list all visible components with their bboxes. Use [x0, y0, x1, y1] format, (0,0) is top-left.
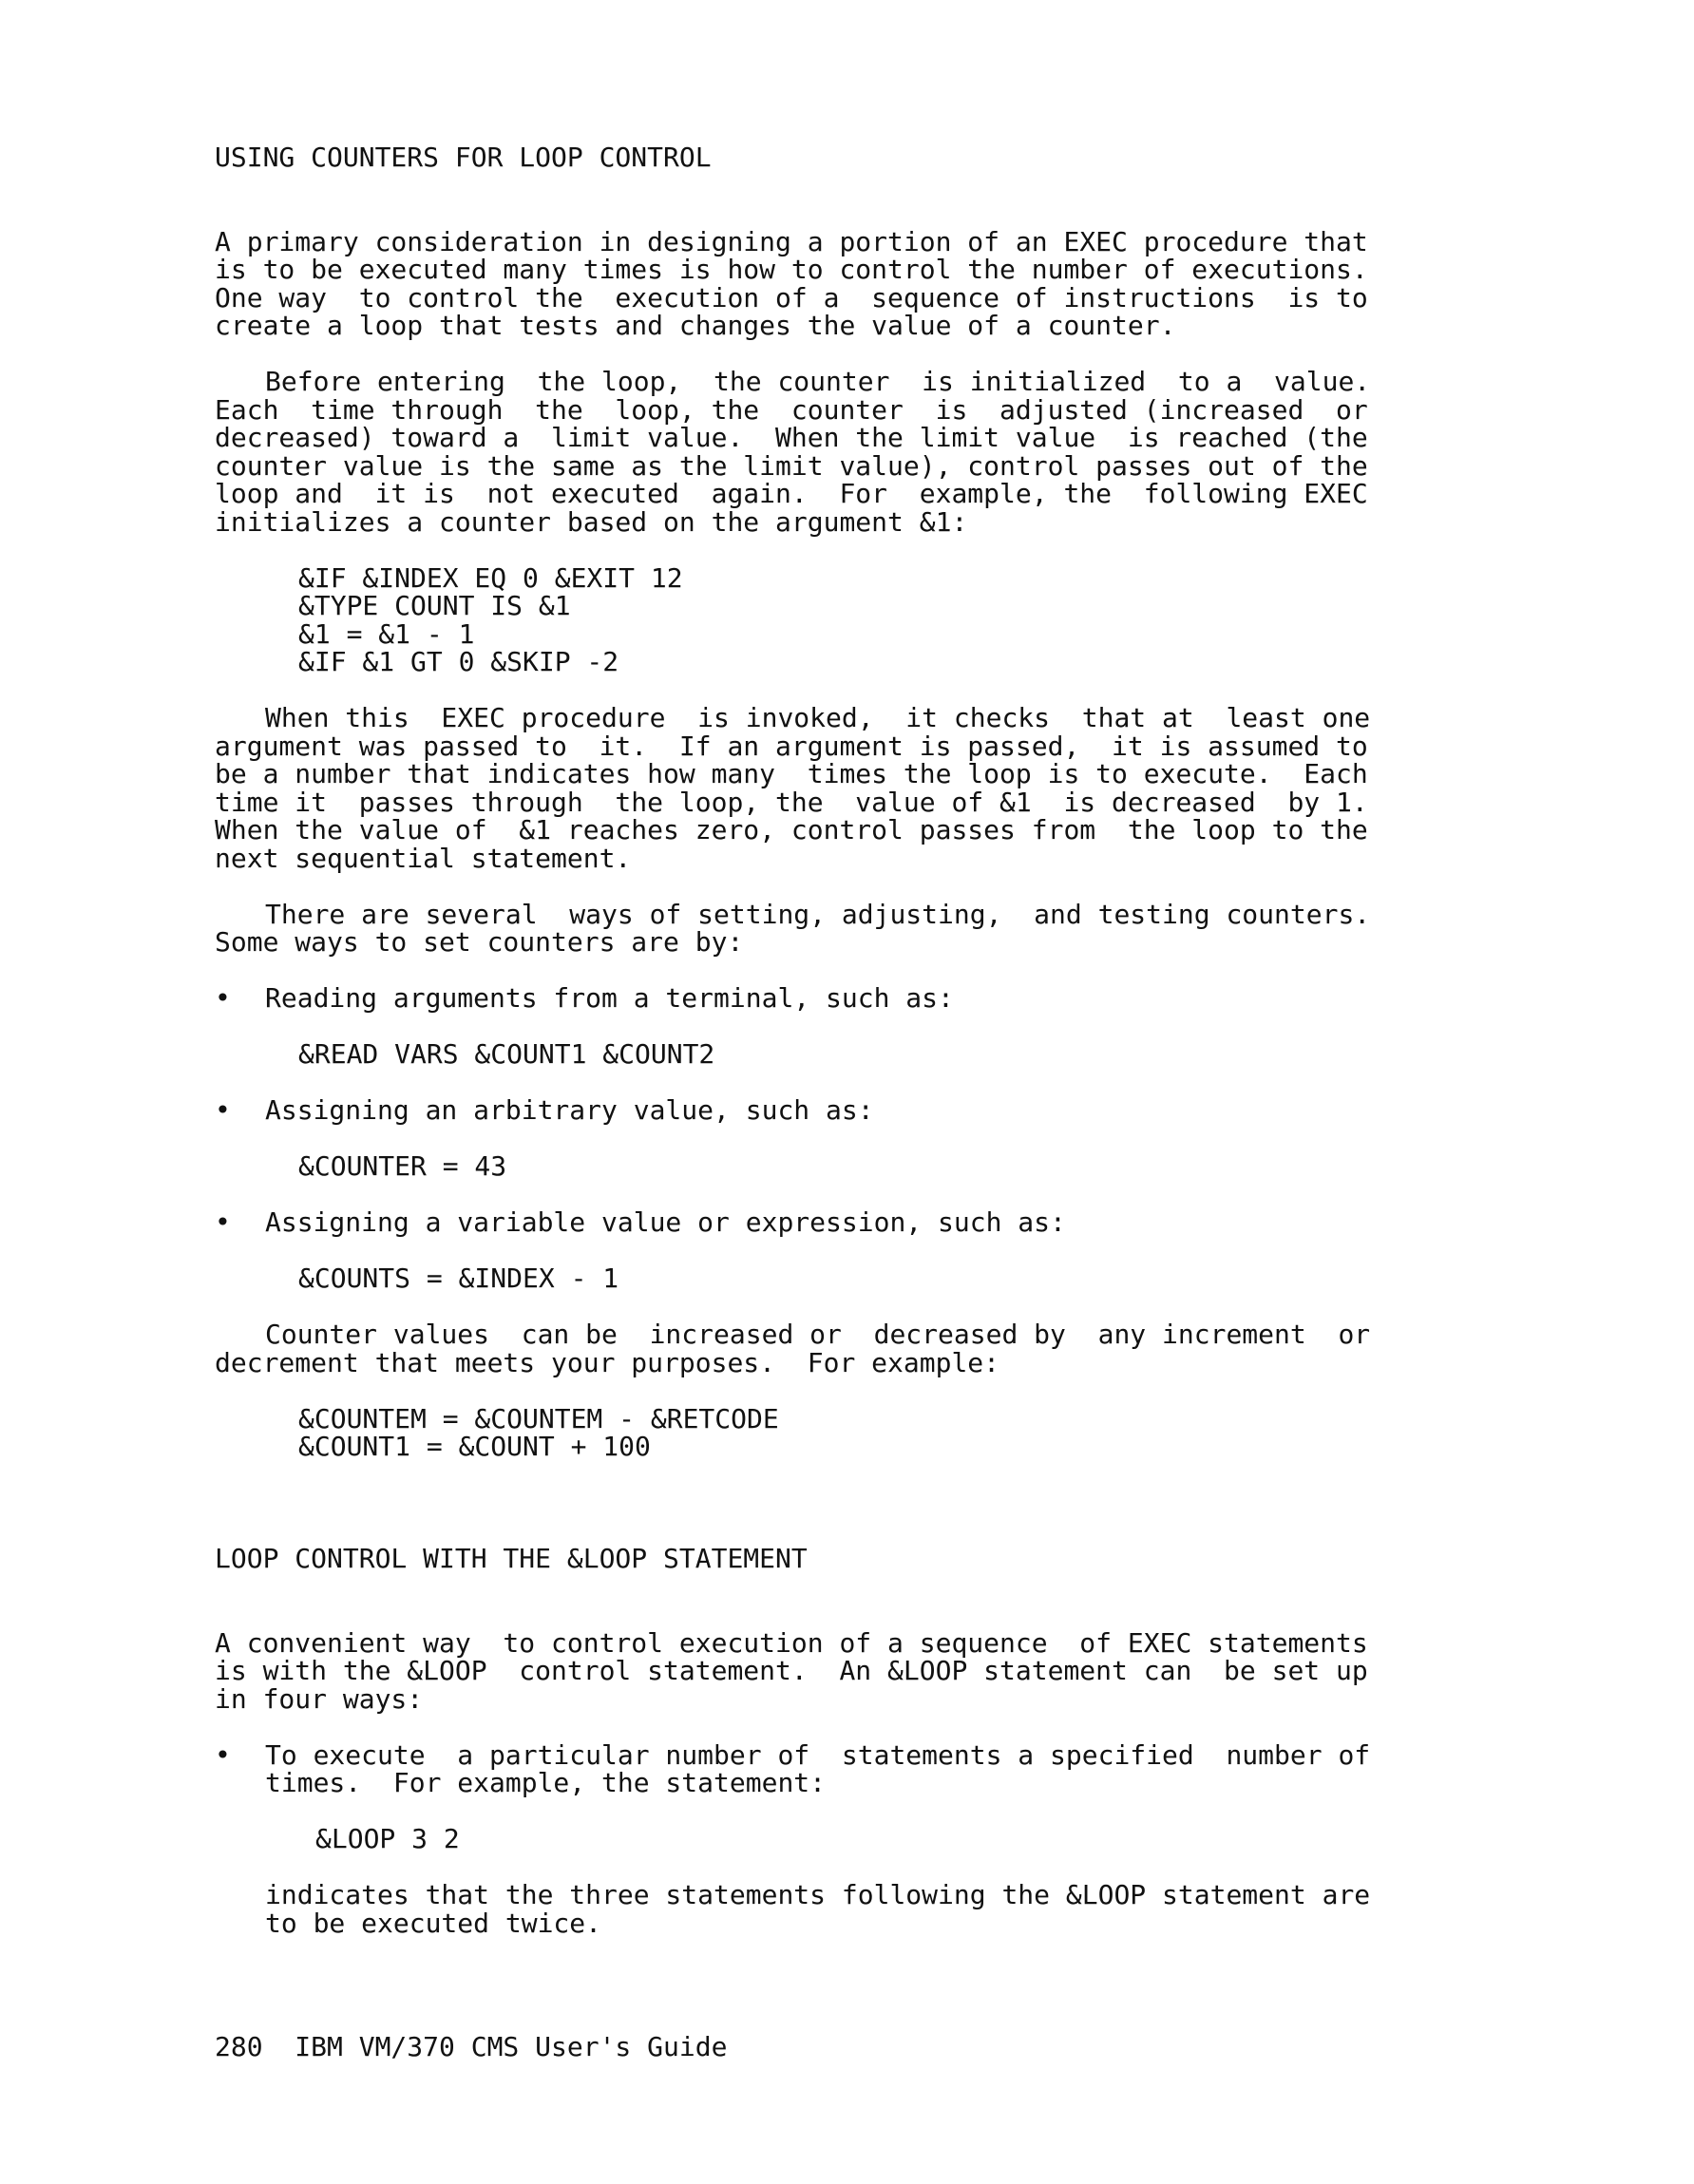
- list-item-text: Assigning an arbitrary value, such as:: [265, 1094, 874, 1126]
- text-line: Some ways to set counters are by:: [215, 926, 744, 958]
- text-line: time it passes through the loop, the value of &1 is decreased by 1.: [215, 786, 1368, 818]
- code-line: &IF &INDEX EQ 0 &EXIT 12: [298, 561, 683, 594]
- list-item-text: Reading arguments from a terminal, such as:: [265, 982, 954, 1014]
- text-line: Each time through the loop, the counter is adjusted (increased or: [215, 393, 1368, 426]
- bullet-icon: •: [215, 1738, 231, 1771]
- paragraph: [215, 898, 1450, 958]
- text-line: A primary consideration in designing a portion of an EXEC procedure that: [215, 225, 1368, 257]
- bullet-icon: •: [215, 1206, 231, 1238]
- paragraph: [215, 1320, 1450, 1377]
- text-line: counter value is the same as the limit value), control passes out of the: [215, 449, 1368, 482]
- text-line: argument was passed to it. If an argument is passed, it is assumed to: [215, 730, 1368, 762]
- text-line: There are several ways of setting, adjusting, and testing counters.: [265, 898, 1371, 930]
- code-example: [215, 1825, 1450, 1853]
- section-heading-loop-statement: LOOP CONTROL WITH THE &LOOP STATEMENT: [215, 1543, 808, 1574]
- page-footer: 280 IBM VM/370 CMS User's Guide: [215, 2031, 728, 2062]
- paragraph: [215, 368, 1450, 536]
- text-line: be a number that indicates how many times the loop is to execute. Each: [215, 758, 1368, 789]
- text-line: next sequential statement.: [215, 842, 632, 874]
- text-line: is with the &LOOP control statement. An &LOOP statement can be set up: [215, 1655, 1368, 1686]
- list-item: [215, 1738, 1450, 1798]
- code-example: [215, 1264, 1450, 1293]
- code-line: &IF &1 GT 0 &SKIP -2: [298, 646, 619, 677]
- code-example: [215, 1152, 1450, 1181]
- text-line: Before entering the loop, the counter is initialized to a value.: [265, 366, 1371, 397]
- text-line: When the value of &1 reaches zero, control passes from the loop to the: [215, 814, 1368, 845]
- code-line: &COUNT1 = &COUNT + 100: [298, 1431, 651, 1462]
- list-item-text: to be executed twice.: [265, 1907, 602, 1939]
- text-line: When this EXEC procedure is invoked, it checks that at least one: [265, 702, 1371, 733]
- code-example: [215, 1402, 1450, 1462]
- text-line: Counter values can be increased or decreased by any increment or: [265, 1319, 1371, 1350]
- page-content: [215, 143, 1450, 1937]
- list-item: [215, 984, 1450, 1013]
- text-line: create a loop that tests and changes the value of a counter.: [215, 310, 1176, 341]
- code-line: &TYPE COUNT IS &1: [298, 590, 571, 621]
- section-heading-counters: USING COUNTERS FOR LOOP CONTROL: [215, 142, 712, 173]
- code-line: &COUNTER = 43: [298, 1150, 507, 1182]
- list-item: [215, 1208, 1450, 1237]
- text-line: in four ways:: [215, 1682, 424, 1715]
- list-item-text: times. For example, the statement:: [265, 1767, 827, 1798]
- code-example: [215, 1040, 1450, 1069]
- paragraph: [215, 225, 1450, 341]
- text-line: decrement that meets your purposes. For example:: [215, 1346, 1000, 1378]
- text-line: One way to control the execution of a sequence of instructions is to: [215, 281, 1368, 313]
- text-line: decreased) toward a limit value. When the limit value is reached (the: [215, 422, 1368, 453]
- paragraph: [215, 1626, 1450, 1715]
- bullet-icon: •: [215, 982, 231, 1014]
- code-line: &1 = &1 - 1: [298, 617, 475, 650]
- bullet-icon: •: [215, 1094, 231, 1126]
- paragraph: [215, 704, 1450, 872]
- text-line: loop and it is not executed again. For example, the following EXEC: [215, 478, 1368, 509]
- list-item-text: Assigning a variable value or expression, such as:: [265, 1206, 1066, 1238]
- code-line: &LOOP 3 2: [315, 1823, 460, 1854]
- text-line: initializes a counter based on the argument &1:: [215, 505, 968, 538]
- code-example: [215, 561, 1450, 677]
- text-line: is to be executed many times is how to control the number of executions.: [215, 254, 1368, 285]
- list-item-text: To execute a particular number of statements a specified number of: [265, 1738, 1371, 1771]
- list-item-text: indicates that the three statements following the &LOOP statement are: [265, 1879, 1371, 1910]
- list-item-continuation: [215, 1881, 1450, 1937]
- code-line: &COUNTEM = &COUNTEM - &RETCODE: [298, 1402, 779, 1434]
- text-line: A convenient way to control execution of a sequence of EXEC statements: [215, 1626, 1368, 1659]
- code-line: &COUNTS = &INDEX - 1: [298, 1263, 619, 1294]
- list-item: [215, 1096, 1450, 1125]
- code-line: &READ VARS &COUNT1 &COUNT2: [298, 1038, 715, 1070]
